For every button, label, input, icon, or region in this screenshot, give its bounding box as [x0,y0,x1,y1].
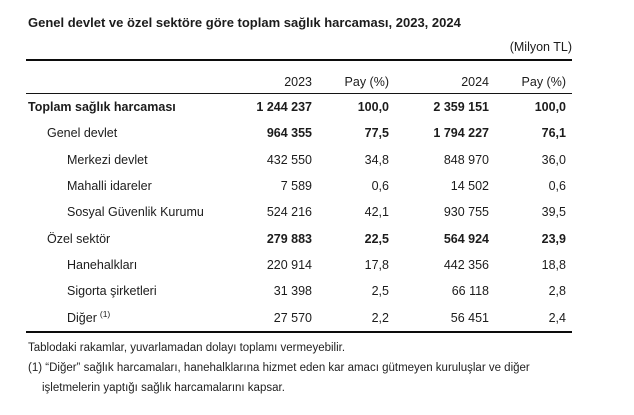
row-label: Sosyal Güvenlik Kurumu [67,205,204,220]
cell-pay-2024: 0,6 [548,179,566,194]
row-label: Sigorta şirketleri [67,284,157,299]
unit-label: (Milyon TL) [509,40,572,54]
cell-pay-2023: 17,8 [364,257,389,272]
cell-2023: 1 244 237 [256,100,312,115]
cell-2024: 56 451 [450,310,489,325]
cell-pay-2023: 22,5 [364,231,389,246]
footnote-1-line-1: (1) “Diğer” sağlık harcamaları, hanehalklarına hizmet eden kar amacı gütmeyen kuruluşlar ve diğer [28,361,530,374]
cell-pay-2024: 2,4 [548,310,566,325]
cell-2024: 66 118 [451,284,489,299]
table-row-ozel-sektor [26,225,572,251]
table-row-merkezi-devlet [26,147,572,173]
row-label: Özel sektör [47,231,111,246]
document-body [26,0,572,398]
cell-2024: 442 356 [443,257,489,272]
cell-2023: 279 883 [266,231,312,246]
footnote-1-line-2: işletmelerin yaptığı sağlık harcamalarını kapsar. [42,381,285,394]
cell-pay-2023: 0,6 [371,179,389,194]
page-title: Genel devlet ve özel sektöre göre toplam sağlık harcaması, 2023, 2024 [28,15,461,30]
cell-pay-2023: 2,5 [371,284,389,299]
cell-pay-2023: 34,8 [364,152,389,167]
column-header-pay-2023: Pay (%) [344,75,389,89]
footnote-marker: (1) [99,309,111,320]
table-row-mahalli-idareler [26,173,572,199]
column-header-2024: 2024 [461,75,489,89]
cell-2024: 2 359 151 [433,100,489,115]
cell-pay-2024: 18,8 [541,257,566,272]
table-header-row [26,61,572,94]
footnotes [26,338,572,398]
column-header-2023: 2023 [284,75,312,89]
table-row-hanehalklari [26,252,572,278]
cell-2024: 848 970 [443,152,489,167]
table-row-genel-devlet [26,120,572,146]
bottom-rule [26,331,572,333]
footnote-rounding: Tablodaki rakamlar, yuvarlamadan dolayı toplamı vermeyebilir. [28,341,346,354]
cell-2024: 564 924 [443,231,489,246]
cell-2023: 524 216 [266,205,312,220]
row-label [26,309,222,325]
row-label-text: Diğer [67,311,97,326]
cell-pay-2023: 42,1 [364,205,389,220]
row-label: Toplam sağlık harcaması [28,100,176,115]
cell-pay-2023: 100,0 [357,100,389,115]
cell-pay-2024: 76,1 [541,126,566,141]
cell-2023: 220 914 [266,257,312,272]
cell-pay-2024: 23,9 [541,231,566,246]
row-label: Genel devlet [47,126,118,141]
cell-2024: 14 502 [450,179,489,194]
cell-2023: 432 550 [266,152,312,167]
cell-2023: 27 570 [273,310,312,325]
table-row-diger [26,304,572,330]
column-header-pay-2024: Pay (%) [521,75,566,89]
row-label: Hanehalkları [67,257,138,272]
row-label: Merkezi devlet [67,152,148,167]
table-row-sigorta-sirketleri [26,278,572,304]
cell-pay-2023: 77,5 [364,126,389,141]
cell-2024: 1 794 227 [433,126,489,141]
cell-2023: 31 398 [273,284,312,299]
cell-pay-2024: 39,5 [541,205,566,220]
cell-pay-2024: 2,8 [548,284,566,299]
cell-2024: 930 755 [443,205,489,220]
table-row-total [26,94,572,120]
cell-pay-2024: 100,0 [534,100,566,115]
row-label: Mahalli idareler [67,179,152,194]
table-row-sosyal-guvenlik [26,199,572,225]
cell-2023: 7 589 [280,179,312,194]
cell-pay-2024: 36,0 [541,152,566,167]
cell-pay-2023: 2,2 [371,310,389,325]
cell-2023: 964 355 [266,126,312,141]
